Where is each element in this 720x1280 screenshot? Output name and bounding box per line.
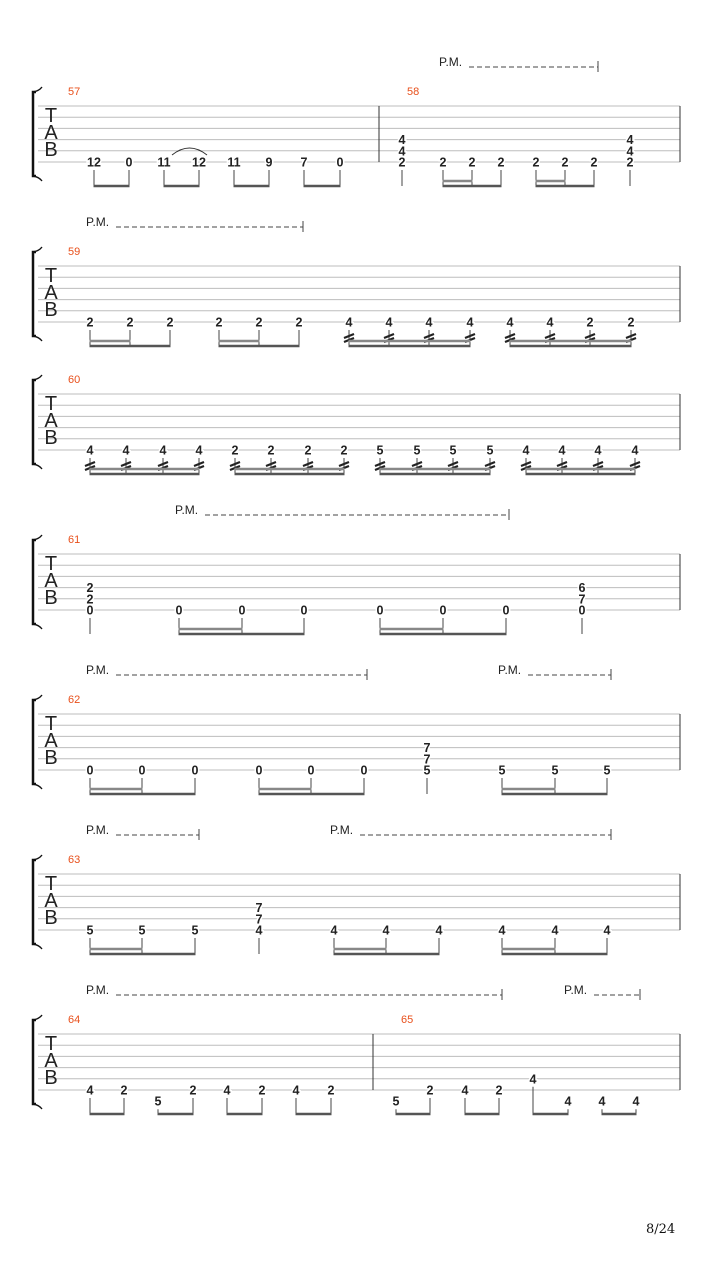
- fret-number: 4: [632, 1094, 640, 1109]
- slur: [172, 148, 207, 155]
- fret-number: 4: [398, 144, 406, 159]
- fret-number: 11: [227, 155, 241, 170]
- tab-clef-letter: A: [44, 730, 58, 752]
- tab-clef-letter: A: [44, 890, 58, 912]
- tab-clef-letter: T: [44, 393, 58, 415]
- fret-number: 5: [486, 443, 494, 458]
- fret-number: 5: [392, 1094, 400, 1109]
- fret-number: 4: [425, 315, 433, 330]
- fret-number: 2: [86, 581, 94, 596]
- fret-number: 4: [122, 443, 130, 458]
- bracket-hook-top: [33, 375, 42, 380]
- fret-number: 7: [255, 912, 263, 927]
- fret-number: 4: [398, 133, 406, 148]
- bar-number: 65: [401, 1014, 414, 1026]
- fret-number: 2: [426, 1083, 434, 1098]
- bar-number: 58: [407, 86, 420, 98]
- tab-system: [33, 983, 680, 1114]
- fret-number: 4: [385, 315, 393, 330]
- tab-system: [33, 503, 680, 634]
- tab-clef-letter: B: [44, 299, 58, 321]
- fret-number: 5: [154, 1094, 162, 1109]
- palm-mute: [86, 215, 303, 232]
- fret-number: 5: [138, 923, 146, 938]
- fret-number: 4: [551, 923, 559, 938]
- palm-mute: [498, 663, 611, 680]
- fret-number: 0: [376, 603, 384, 618]
- fret-number: 2: [468, 155, 476, 170]
- fret-number: 4: [603, 923, 611, 938]
- fret-number: 2: [340, 443, 348, 458]
- bracket-hook-bottom: [33, 176, 42, 181]
- tab-clef-letter: A: [44, 570, 58, 592]
- fret-number: 0: [439, 603, 447, 618]
- fret-number: 4: [255, 923, 263, 938]
- measure-63: [68, 854, 611, 954]
- fret-number: 7: [423, 741, 431, 756]
- measure-65: [373, 1014, 640, 1114]
- fret-number: 4: [631, 443, 639, 458]
- tab-clef-letter: T: [44, 105, 58, 127]
- system-bracket: [33, 92, 36, 176]
- fret-number: 2: [86, 315, 94, 330]
- measure-59: [68, 246, 636, 346]
- fret-number: 4: [564, 1094, 572, 1109]
- fret-number: 4: [223, 1083, 231, 1098]
- fret-number: 2: [295, 315, 303, 330]
- fret-number: 2: [626, 155, 634, 170]
- fret-number: 4: [345, 315, 353, 330]
- fret-number: 0: [336, 155, 344, 170]
- tab-system: [33, 215, 680, 346]
- page-number: 8/24: [646, 1222, 676, 1237]
- tab-clef-letter: T: [44, 873, 58, 895]
- tab-clef-letter: A: [44, 1050, 58, 1072]
- system-bracket: [33, 380, 36, 464]
- fret-number: 4: [546, 315, 554, 330]
- fret-number: 11: [157, 155, 171, 170]
- palm-mute: [439, 55, 598, 72]
- fret-number: 0: [238, 603, 246, 618]
- fret-number: 5: [449, 443, 457, 458]
- fret-number: 0: [138, 763, 146, 778]
- bar-number: 64: [68, 1014, 81, 1026]
- fret-number: 2: [189, 1083, 197, 1098]
- fret-number: 0: [578, 603, 586, 618]
- fret-number: 2: [590, 155, 598, 170]
- fret-number: 4: [594, 443, 602, 458]
- tab-clef-letter: B: [44, 747, 58, 769]
- bar-number: 62: [68, 694, 81, 706]
- fret-number: 2: [258, 1083, 266, 1098]
- fret-number: 4: [435, 923, 443, 938]
- bar-number: 60: [68, 374, 81, 386]
- fret-number: 4: [382, 923, 390, 938]
- bar-number: 61: [68, 534, 81, 546]
- fret-number: 2: [86, 592, 94, 607]
- fret-number: 12: [192, 155, 206, 170]
- fret-number: 4: [86, 1083, 94, 1098]
- system-bracket: [33, 1020, 36, 1104]
- fret-number: 2: [215, 315, 223, 330]
- fret-number: 4: [86, 443, 94, 458]
- fret-number: 6: [578, 581, 586, 596]
- fret-number: 5: [413, 443, 421, 458]
- fret-number: 4: [529, 1072, 537, 1087]
- tab-clef-letter: A: [44, 410, 58, 432]
- fret-number: 9: [265, 155, 273, 170]
- palm-mute-label: P.M.: [86, 983, 110, 997]
- palm-mute: [175, 503, 509, 520]
- measure-62: [68, 694, 611, 794]
- bracket-hook-bottom: [33, 464, 42, 469]
- fret-number: 5: [86, 923, 94, 938]
- bracket-hook-bottom: [33, 624, 42, 629]
- bar-number: 63: [68, 854, 81, 866]
- tab-clef-letter: B: [44, 907, 58, 929]
- fret-number: 5: [603, 763, 611, 778]
- fret-number: 4: [461, 1083, 469, 1098]
- tab-system: [33, 374, 680, 474]
- bracket-hook-top: [33, 535, 42, 540]
- bracket-hook-bottom: [33, 784, 42, 789]
- fret-number: 4: [466, 315, 474, 330]
- fret-number: 4: [626, 144, 634, 159]
- fret-number: 2: [495, 1083, 503, 1098]
- tab-clef-letter: T: [44, 1033, 58, 1055]
- tab-clef-letter: B: [44, 139, 58, 161]
- fret-number: 7: [578, 592, 586, 607]
- bar-number: 59: [68, 246, 81, 258]
- palm-mute: [330, 823, 611, 840]
- fret-number: 2: [561, 155, 569, 170]
- fret-number: 0: [191, 763, 199, 778]
- palm-mute-label: P.M.: [498, 663, 522, 677]
- palm-mute-label: P.M.: [175, 503, 199, 517]
- fret-number: 4: [558, 443, 566, 458]
- tab-system: [33, 823, 680, 954]
- tab-clef-letter: B: [44, 427, 58, 449]
- bracket-hook-bottom: [33, 944, 42, 949]
- tab-clef-letter: A: [44, 122, 58, 144]
- system-bracket: [33, 860, 36, 944]
- fret-number: 2: [166, 315, 174, 330]
- bracket-hook-bottom: [33, 336, 42, 341]
- fret-number: 7: [300, 155, 308, 170]
- fret-number: 0: [307, 763, 315, 778]
- measure-57: [68, 86, 344, 186]
- measure-61: [68, 534, 586, 634]
- fret-number: 2: [627, 315, 635, 330]
- fret-number: 4: [506, 315, 514, 330]
- fret-number: 2: [439, 155, 447, 170]
- fret-number: 2: [120, 1083, 128, 1098]
- tab-system: [33, 55, 680, 186]
- palm-mute-label: P.M.: [86, 823, 110, 837]
- bracket-hook-top: [33, 1015, 42, 1020]
- fret-number: 4: [330, 923, 338, 938]
- palm-mute-label: P.M.: [439, 55, 463, 69]
- tab-clef-letter: T: [44, 713, 58, 735]
- tab-clef-letter: T: [44, 553, 58, 575]
- palm-mute: [86, 983, 502, 1000]
- tab-clef-letter: T: [44, 265, 58, 287]
- fret-number: 0: [360, 763, 368, 778]
- fret-number: 5: [498, 763, 506, 778]
- palm-mute: [564, 983, 640, 1000]
- fret-number: 4: [598, 1094, 606, 1109]
- fret-number: 4: [626, 133, 634, 148]
- palm-mute-label: P.M.: [564, 983, 588, 997]
- bracket-hook-top: [33, 247, 42, 252]
- fret-number: 2: [497, 155, 505, 170]
- fret-number: 2: [532, 155, 540, 170]
- fret-number: 5: [551, 763, 559, 778]
- palm-mute: [86, 663, 367, 680]
- fret-number: 2: [255, 315, 263, 330]
- bracket-hook-top: [33, 87, 42, 92]
- fret-number: 2: [304, 443, 312, 458]
- palm-mute-label: P.M.: [330, 823, 354, 837]
- tab-clef-letter: B: [44, 587, 58, 609]
- system-bracket: [33, 540, 36, 624]
- fret-number: 0: [300, 603, 308, 618]
- fret-number: 2: [398, 155, 406, 170]
- system-bracket: [33, 700, 36, 784]
- fret-number: 12: [87, 155, 101, 170]
- tab-clef-letter: B: [44, 1067, 58, 1089]
- fret-number: 5: [423, 763, 431, 778]
- fret-number: 2: [231, 443, 239, 458]
- fret-number: 0: [175, 603, 183, 618]
- fret-number: 0: [255, 763, 263, 778]
- bracket-hook-top: [33, 855, 42, 860]
- measure-60: [68, 374, 640, 474]
- fret-number: 2: [126, 315, 134, 330]
- fret-number: 7: [423, 752, 431, 767]
- palm-mute-label: P.M.: [86, 215, 110, 229]
- tab-clef-letter: A: [44, 282, 58, 304]
- fret-number: 5: [376, 443, 384, 458]
- fret-number: 2: [267, 443, 275, 458]
- palm-mute: [86, 823, 199, 840]
- bracket-hook-bottom: [33, 1104, 42, 1109]
- fret-number: 4: [159, 443, 167, 458]
- fret-number: 4: [498, 923, 506, 938]
- system-bracket: [33, 252, 36, 336]
- bar-number: 57: [68, 86, 81, 98]
- fret-number: 0: [502, 603, 510, 618]
- fret-number: 5: [191, 923, 199, 938]
- fret-number: 4: [522, 443, 530, 458]
- tab-system: [33, 663, 680, 794]
- measure-58: [379, 86, 634, 186]
- fret-number: 7: [255, 901, 263, 916]
- palm-mute-label: P.M.: [86, 663, 110, 677]
- measure-64: [68, 1014, 335, 1114]
- fret-number: 0: [125, 155, 133, 170]
- fret-number: 2: [586, 315, 594, 330]
- fret-number: 4: [292, 1083, 300, 1098]
- bracket-hook-top: [33, 695, 42, 700]
- fret-number: 0: [86, 763, 94, 778]
- fret-number: 0: [86, 603, 94, 618]
- fret-number: 4: [195, 443, 203, 458]
- fret-number: 2: [327, 1083, 335, 1098]
